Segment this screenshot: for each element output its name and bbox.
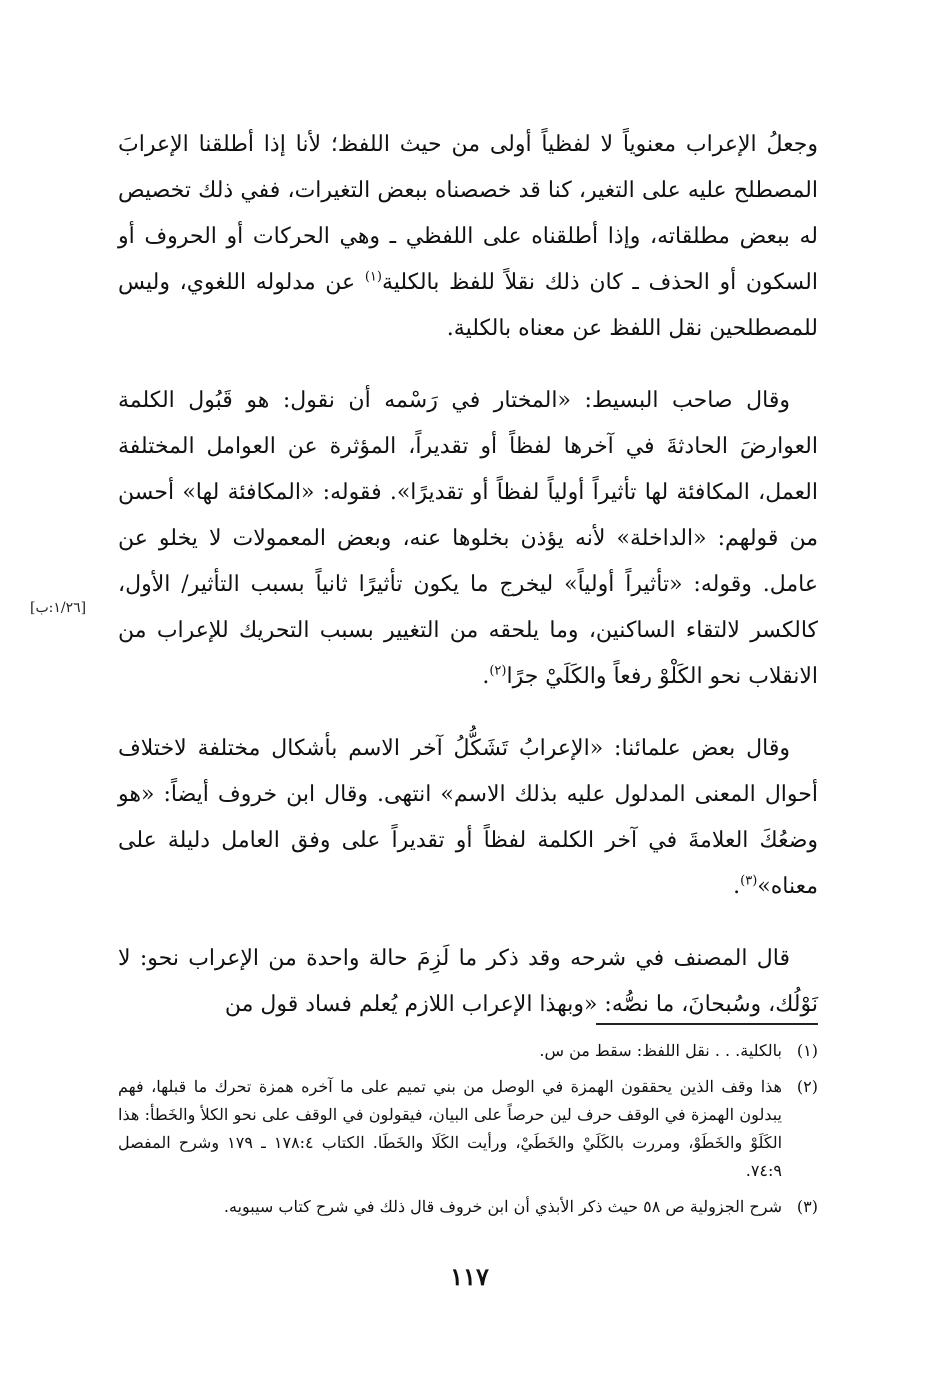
footnote-text: بالكلية. . . نقل اللفظ: سقط من س. [539, 1041, 782, 1060]
footnote-number: (١) [796, 1041, 818, 1060]
footnote-separator [596, 1023, 818, 1025]
footnote-2 [118, 1073, 818, 1185]
footnote-number: (٢) [796, 1077, 818, 1096]
paragraph-tail: عن مدلوله اللغوي، وليس للمصطلحين نقل اللفظ عن معناه بالكلية. [118, 270, 818, 341]
footnote-1 [118, 1037, 818, 1065]
footnotes [118, 1037, 818, 1229]
footnote-text: هذا وقف الذين يحققون الهمزة في الوصل من بني تميم على ما آخره همزة تحرك ما قبلها، فهم يبدلون الهمزة في الوقف حرف لين حرصاً على البيان، فيقولون في الوقف على نحو الكلأ والخَطأ: هذا الكَلَوْ والخَطَوْ، ومررت بالكَلَيْ والخَطَيْ، ورأيت الكَلَا والخَطَا. الكتاب ١٧٨:٤ ـ ١٧٩ وشرح المفصل ٧٤:٩. [118, 1077, 783, 1180]
paragraph-text: وجعلُ الإعراب معنوياً لا لفظياً أولى من حيث اللفظ؛ لأنا إذا أطلقنا الإعرابَ المصطلح عليه على التغير، كنا قد خصصناه ببعض التغيرات، ففي ذلك تخصيص له ببعض مطلقاته، وإذا أطلقناه على اللفظي ـ وهي الحركات أو الحروف أو السكون أو الحذف ـ كان ذلك نقلاً للفظ بالكلية [118, 132, 819, 295]
page-number: ١١٧ [450, 1262, 489, 1291]
paragraph-3 [118, 726, 818, 910]
paragraph-tail: . [482, 664, 490, 689]
paragraph-text: قال المصنف في شرحه وقد ذكر ما لَزِمَ حالة واحدة من الإعراب نحو: لا نَوْلُك، وسُبحانَ، ما نصُّه: «وبهذا الإعراب اللازم يُعلم فساد قول من [118, 946, 818, 1017]
paragraph-text: وقال صاحب البسيط: «المختار في رَسْمه أن نقول: هو قَبُول الكلمة العوارضَ الحادثةَ في آخرها لفظاً أو تقديراً، المؤثرة عن العوامل المختلفة العمل، المكافئة لها تأثيراً أولياً لفظاً أو تقديرًا». فقوله: «المكافئة لها» أحسن من قولهم: «الداخلة» لأنه يؤذن بخلوها عنه، وبعض المعمولات لا يخلو عن عامل. وقوله: «تأثيراً أولياً» ليخرج ما يكون تأثيرًا ثانياً بسبب التأثير/ الأول، كالكسر لالتقاء الساكنين، وما يلحقه من التغيير بسبب التحريك للإعراب من الانقلاب نحو الكَلْوْ رفعاً والكَلَيْ جرًا [118, 388, 818, 689]
footnote-number: (٣) [796, 1197, 818, 1216]
paragraph-2 [118, 378, 818, 700]
main-text [118, 122, 818, 1028]
footnote-3 [118, 1193, 818, 1221]
paragraph-tail: . [733, 874, 741, 899]
footnote-ref: (٣) [740, 873, 758, 889]
footnote-text: شرح الجزولية ص ٥٨ حيث ذكر الأبذي أن ابن خروف قال ذلك في شرح كتاب سيبويه. [223, 1197, 782, 1216]
paragraph-4 [118, 936, 818, 1028]
paragraph-1 [118, 122, 818, 352]
paragraph-text: وقال بعض علمائنا: «الإعرابُ تَشَكُّلُ آخر الاسم بأشكال مختلفة لاختلاف أحوال المعنى المدلول عليه بذلك الاسم» انتهى. وقال ابن خروف أيضاً: «هو وضعُكَ العلامةَ في آخر الكلمة لفظاً أو تقديراً على وفق العامل دليلة على معناه» [118, 736, 818, 899]
footnote-ref: (١) [364, 269, 382, 285]
manuscript-folio-marker: [١/٢٦:ب] [30, 600, 87, 616]
footnote-ref: (٢) [489, 663, 507, 679]
